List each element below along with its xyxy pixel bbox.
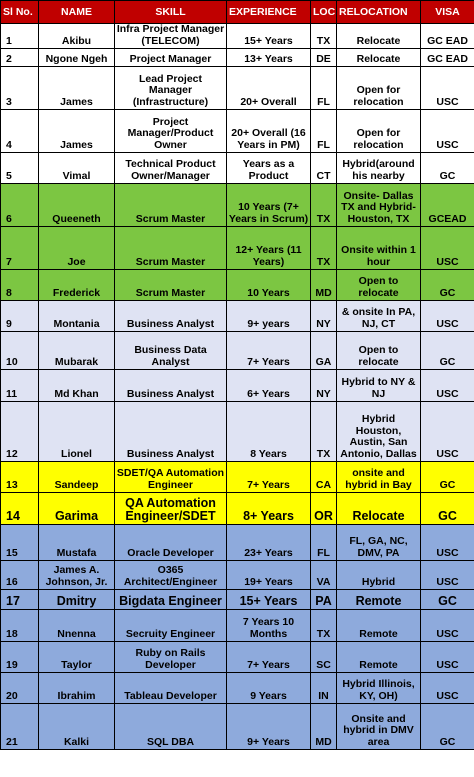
skill-cell: Project Manager [115, 49, 227, 67]
relocation-cell: Onsite within 1 hour [337, 227, 421, 270]
visa-cell: GC [421, 493, 474, 525]
name-cell: Akibu [39, 24, 115, 49]
relocation-cell: onsite and hybrid in Bay [337, 462, 421, 493]
name-cell: Nnenna [39, 610, 115, 642]
relocation-cell: Onsite- Dallas TX and Hybrid- Houston, TX [337, 184, 421, 227]
loc-cell: SC [311, 642, 337, 673]
table-row [1, 49, 474, 67]
skill-cell: Scrum Master [115, 184, 227, 227]
relocation-cell: Relocate [337, 493, 421, 525]
relocation-cell: Relocate [337, 24, 421, 49]
relocation-cell: Open for relocation [337, 110, 421, 153]
experience-cell: 7+ Years [227, 462, 311, 493]
visa-cell: GCEAD [421, 184, 474, 227]
loc-cell: IN [311, 673, 337, 704]
skill-cell: Project Manager/Product Owner [115, 110, 227, 153]
skill-cell: Ruby on Rails Developer [115, 642, 227, 673]
relocation-cell: Relocate [337, 49, 421, 67]
loc-cell: VA [311, 561, 337, 590]
name-cell: Kalki [39, 704, 115, 750]
experience-cell: 20+ Overall (16 Years in PM) [227, 110, 311, 153]
experience-cell: 19+ Years [227, 561, 311, 590]
header-visa: VISA [421, 1, 474, 24]
sl-no-cell: 1 [1, 24, 39, 49]
skill-cell: SDET/QA Automation Engineer [115, 462, 227, 493]
table-row [1, 642, 474, 673]
table-row [1, 153, 474, 184]
name-cell: Montania [39, 301, 115, 332]
table-row [1, 301, 474, 332]
relocation-cell: Hybrid Illinois, KY, OH) [337, 673, 421, 704]
loc-cell: FL [311, 67, 337, 110]
name-cell: Vimal [39, 153, 115, 184]
name-cell: Mustafa [39, 525, 115, 561]
relocation-cell: Hybrid to NY & NJ [337, 370, 421, 402]
relocation-cell: Hybrid(around his nearby [337, 153, 421, 184]
experience-cell: 9+ Years [227, 704, 311, 750]
relocation-cell: Onsite and hybrid in DMV area [337, 704, 421, 750]
sl-no-cell: 5 [1, 153, 39, 184]
table-row [1, 332, 474, 370]
experience-cell: 7 Years 10 Months [227, 610, 311, 642]
experience-cell: 6+ Years [227, 370, 311, 402]
experience-cell: 15+ Years [227, 24, 311, 49]
loc-cell: TX [311, 610, 337, 642]
table-row [1, 525, 474, 561]
visa-cell: GC EAD [421, 24, 474, 49]
visa-cell: USC [421, 525, 474, 561]
experience-cell: 20+ Overall [227, 67, 311, 110]
loc-cell: GA [311, 332, 337, 370]
visa-cell: USC [421, 561, 474, 590]
relocation-cell: Hybrid Houston, Austin, San Antonio, Dallas [337, 402, 421, 462]
loc-cell: TX [311, 402, 337, 462]
header-loc: LOC [311, 1, 337, 24]
table-row [1, 270, 474, 301]
experience-cell: 7+ Years [227, 332, 311, 370]
skill-cell: Business Analyst [115, 301, 227, 332]
skill-cell: Technical Product Owner/Manager [115, 153, 227, 184]
visa-cell: USC [421, 301, 474, 332]
loc-cell: OR [311, 493, 337, 525]
name-cell: Sandeep [39, 462, 115, 493]
skill-cell: Lead Project Manager (Infrastructure) [115, 67, 227, 110]
skill-cell: Scrum Master [115, 270, 227, 301]
skill-cell: Infra Project Manager (TELECOM) [115, 24, 227, 49]
loc-cell: FL [311, 110, 337, 153]
name-cell: James [39, 110, 115, 153]
visa-cell: USC [421, 610, 474, 642]
visa-cell: GC [421, 332, 474, 370]
loc-cell: CA [311, 462, 337, 493]
name-cell: James A. Johnson, Jr. [39, 561, 115, 590]
experience-cell: Years as a Product [227, 153, 311, 184]
sl-no-cell: 17 [1, 590, 39, 610]
visa-cell: GC [421, 590, 474, 610]
header-skill: SKILL [115, 1, 227, 24]
visa-cell: GC [421, 270, 474, 301]
table-row [1, 590, 474, 610]
skill-cell: Business Analyst [115, 402, 227, 462]
table-body [1, 24, 474, 750]
sl-no-cell: 15 [1, 525, 39, 561]
table-row [1, 110, 474, 153]
experience-cell: 15+ Years [227, 590, 311, 610]
table-row [1, 402, 474, 462]
experience-cell: 7+ Years [227, 642, 311, 673]
sl-no-cell: 21 [1, 704, 39, 750]
table-row [1, 561, 474, 590]
relocation-cell: & onsite In PA, NJ, CT [337, 301, 421, 332]
table-header [1, 1, 474, 24]
skill-cell: Scrum Master [115, 227, 227, 270]
relocation-cell: Open to relocate [337, 332, 421, 370]
table-row [1, 493, 474, 525]
skill-cell: SQL DBA [115, 704, 227, 750]
visa-cell: GC [421, 153, 474, 184]
loc-cell: DE [311, 49, 337, 67]
table-row [1, 67, 474, 110]
visa-cell: USC [421, 402, 474, 462]
table-row [1, 704, 474, 750]
relocation-cell: Remote [337, 590, 421, 610]
loc-cell: MD [311, 270, 337, 301]
loc-cell: CT [311, 153, 337, 184]
experience-cell: 9 Years [227, 673, 311, 704]
loc-cell: PA [311, 590, 337, 610]
relocation-cell: Open for relocation [337, 67, 421, 110]
visa-cell: GC EAD [421, 49, 474, 67]
sl-no-cell: 10 [1, 332, 39, 370]
name-cell: Lionel [39, 402, 115, 462]
table-row [1, 462, 474, 493]
loc-cell: TX [311, 227, 337, 270]
experience-cell: 12+ Years (11 Years) [227, 227, 311, 270]
visa-cell: GC [421, 704, 474, 750]
header-relocation: RELOCATION [337, 1, 421, 24]
relocation-cell: FL, GA, NC, DMV, PA [337, 525, 421, 561]
table-row [1, 610, 474, 642]
skill-cell: Tableau Developer [115, 673, 227, 704]
experience-cell: 13+ Years [227, 49, 311, 67]
skill-cell: QA Automation Engineer/SDET [115, 493, 227, 525]
skill-cell: Oracle Developer [115, 525, 227, 561]
experience-cell: 23+ Years [227, 525, 311, 561]
header-sl-no: Sl No. [1, 1, 39, 24]
header-experience: EXPERIENCE [227, 1, 311, 24]
skill-cell: Business Analyst [115, 370, 227, 402]
relocation-cell: Remote [337, 642, 421, 673]
experience-cell: 10 Years (7+ Years in Scrum) [227, 184, 311, 227]
skill-cell: Business Data Analyst [115, 332, 227, 370]
visa-cell: USC [421, 67, 474, 110]
visa-cell: GC [421, 462, 474, 493]
sl-no-cell: 2 [1, 49, 39, 67]
visa-cell: USC [421, 370, 474, 402]
name-cell: Garima [39, 493, 115, 525]
loc-cell: FL [311, 525, 337, 561]
experience-cell: 10 Years [227, 270, 311, 301]
sl-no-cell: 11 [1, 370, 39, 402]
sl-no-cell: 3 [1, 67, 39, 110]
sl-no-cell: 14 [1, 493, 39, 525]
sl-no-cell: 9 [1, 301, 39, 332]
visa-cell: USC [421, 673, 474, 704]
relocation-cell: Remote [337, 610, 421, 642]
sl-no-cell: 16 [1, 561, 39, 590]
experience-cell: 8 Years [227, 402, 311, 462]
name-cell: James [39, 67, 115, 110]
sl-no-cell: 20 [1, 673, 39, 704]
skill-cell: O365 Architect/Engineer [115, 561, 227, 590]
table-row [1, 673, 474, 704]
table-row [1, 370, 474, 402]
experience-cell: 8+ Years [227, 493, 311, 525]
name-cell: Queeneth [39, 184, 115, 227]
table-row [1, 227, 474, 270]
header-row [1, 1, 474, 24]
skill-cell: Bigdata Engineer [115, 590, 227, 610]
sl-no-cell: 19 [1, 642, 39, 673]
name-cell: Joe [39, 227, 115, 270]
name-cell: Taylor [39, 642, 115, 673]
name-cell: Md Khan [39, 370, 115, 402]
relocation-cell: Hybrid [337, 561, 421, 590]
sl-no-cell: 18 [1, 610, 39, 642]
name-cell: Frederick [39, 270, 115, 301]
loc-cell: TX [311, 24, 337, 49]
name-cell: Mubarak [39, 332, 115, 370]
sl-no-cell: 7 [1, 227, 39, 270]
relocation-cell: Open to relocate [337, 270, 421, 301]
skill-cell: Secruity Engineer [115, 610, 227, 642]
visa-cell: USC [421, 227, 474, 270]
loc-cell: NY [311, 370, 337, 402]
visa-cell: USC [421, 110, 474, 153]
name-cell: Ngone Ngeh [39, 49, 115, 67]
name-cell: Dmitry [39, 590, 115, 610]
sl-no-cell: 8 [1, 270, 39, 301]
loc-cell: MD [311, 704, 337, 750]
sl-no-cell: 12 [1, 402, 39, 462]
visa-cell: USC [421, 642, 474, 673]
sl-no-cell: 13 [1, 462, 39, 493]
name-cell: Ibrahim [39, 673, 115, 704]
sl-no-cell: 4 [1, 110, 39, 153]
loc-cell: NY [311, 301, 337, 332]
table-row [1, 184, 474, 227]
loc-cell: TX [311, 184, 337, 227]
header-name: NAME [39, 1, 115, 24]
sl-no-cell: 6 [1, 184, 39, 227]
experience-cell: 9+ years [227, 301, 311, 332]
table-row [1, 24, 474, 49]
